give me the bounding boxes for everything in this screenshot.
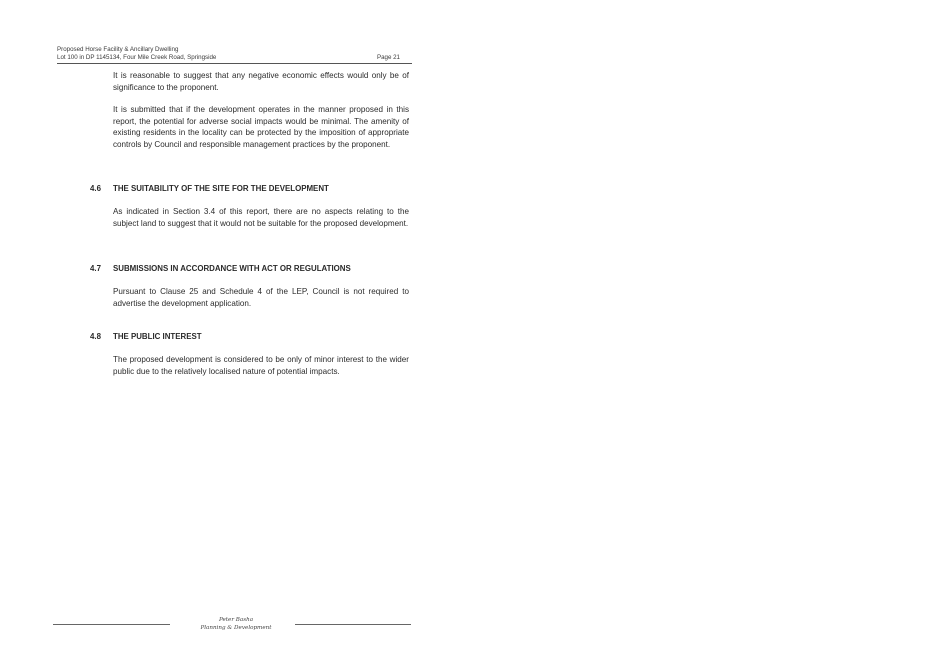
section-text-4-6: As indicated in Section 3.4 of this report, there are no aspects relating to the subject land to suggest that it would not be suitable for the proposed development. bbox=[113, 207, 409, 228]
section-number: 4.8 bbox=[90, 332, 101, 341]
section-heading-4-7 bbox=[90, 264, 351, 273]
footer-rule-left bbox=[53, 624, 170, 625]
header-title: Proposed Horse Facility & Ancillary Dwelling bbox=[57, 46, 179, 53]
footer-rule-right bbox=[295, 624, 411, 625]
paragraph-economic: It is reasonable to suggest that any negative economic effects would only be of significance to the proponent. bbox=[113, 71, 409, 92]
section-heading-4-6 bbox=[90, 184, 329, 193]
paragraph-social: It is submitted that if the development operates in the manner proposed in this report, the potential for adverse social impacts would be minimal. The amenity of existing residents in the locality can be protected by the imposition of appropriate controls by Council and responsible management practices by the proponent. bbox=[113, 105, 409, 149]
section-title: SUBMISSIONS IN ACCORDANCE WITH ACT OR REGULATIONS bbox=[113, 264, 351, 273]
header-address: Lot 100 in DP 1145134, Four Mile Creek Road, Springside bbox=[57, 54, 217, 61]
section-title: THE PUBLIC INTEREST bbox=[113, 332, 202, 341]
section-text-4-7: Pursuant to Clause 25 and Schedule 4 of the LEP, Council is not required to advertise the development application. bbox=[113, 287, 409, 308]
section-number: 4.6 bbox=[90, 184, 101, 193]
header-address-row bbox=[57, 54, 412, 64]
page-number: Page 21 bbox=[376, 54, 400, 61]
section-text-4-8: The proposed development is considered to be only of minor interest to the wider public due to the relatively localised nature of potential impacts. bbox=[113, 355, 409, 376]
signature-name: Peter Basha bbox=[218, 617, 254, 623]
footer-signature bbox=[196, 616, 276, 632]
section-title: THE SUITABILITY OF THE SITE FOR THE DEVELOPMENT bbox=[113, 184, 329, 193]
section-number: 4.7 bbox=[90, 264, 101, 273]
section-heading-4-8 bbox=[90, 332, 202, 341]
signature-company: Planning & Development bbox=[200, 625, 272, 631]
